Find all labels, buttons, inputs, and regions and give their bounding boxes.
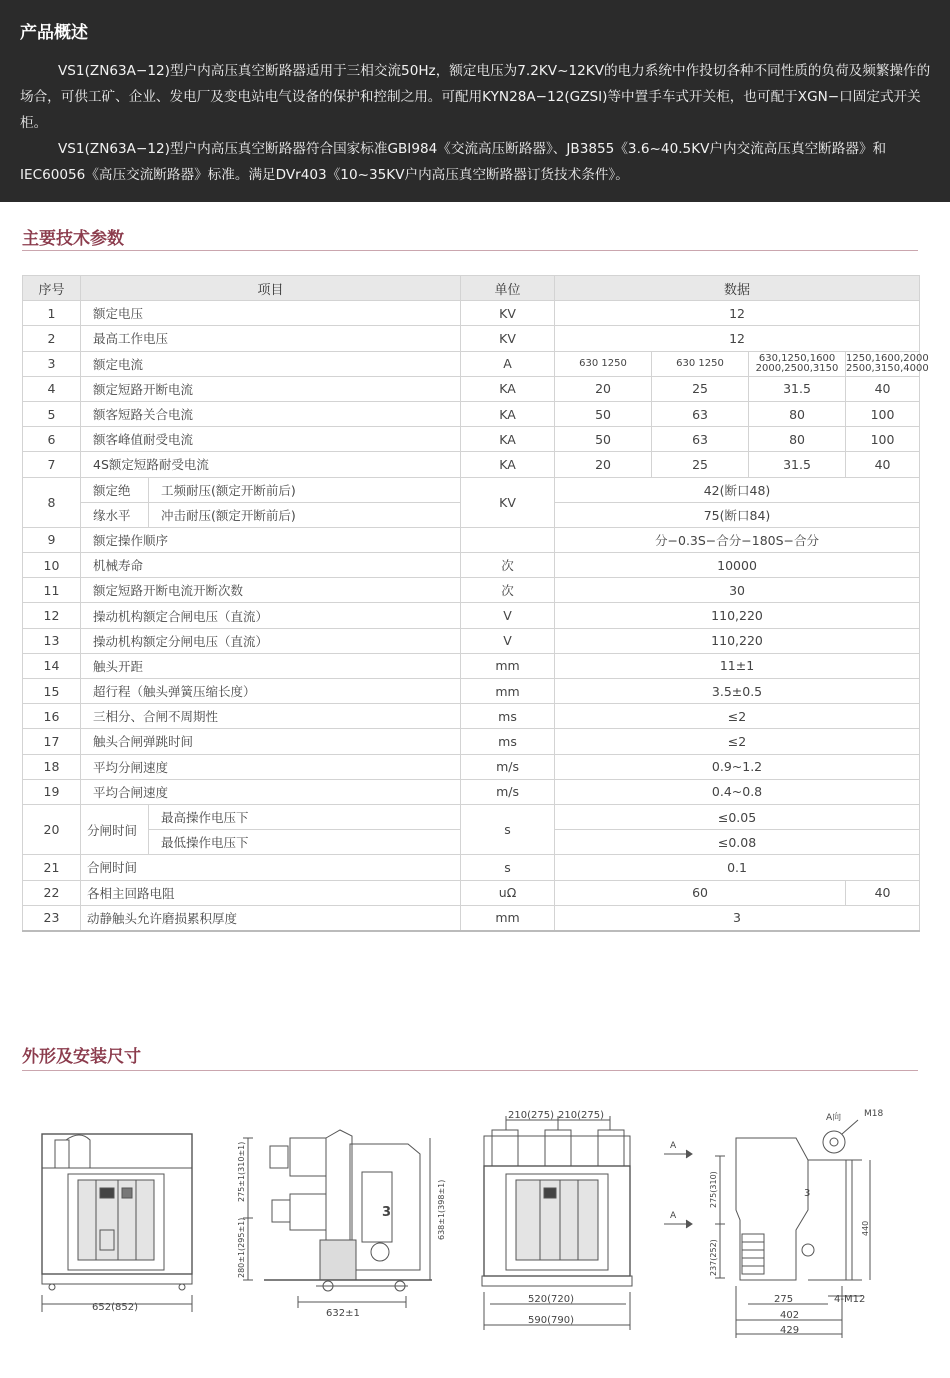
- row-value: ≤2: [555, 704, 920, 729]
- row-value-col1: 630 1250: [555, 351, 652, 376]
- row-value: 110,220: [555, 628, 920, 653]
- row-unit: uΩ: [461, 880, 555, 905]
- row-no: 10: [23, 553, 81, 578]
- side-height-lower-label: 280±1(295±1): [237, 1217, 246, 1278]
- table-row: [23, 880, 920, 905]
- row-unit: 次: [461, 578, 555, 603]
- overview-section: [0, 0, 950, 202]
- row-unit: KV: [461, 326, 555, 351]
- row-item: 机械寿命: [81, 553, 461, 578]
- table-row: [23, 427, 920, 452]
- mech-width-3-label: 429: [780, 1325, 800, 1336]
- row-unit: mm: [461, 679, 555, 704]
- table-row: [23, 376, 920, 401]
- table-header-row: [23, 276, 920, 301]
- arrow-a-upper-label: A: [670, 1141, 677, 1151]
- table-row: [23, 351, 920, 376]
- row-subitem: 最低操作电压下: [149, 830, 461, 855]
- row-item-group: 额定绝: [81, 477, 149, 502]
- row-value: 0.4~0.8: [555, 779, 920, 804]
- table-row: [23, 779, 920, 804]
- view-a-label: A向: [826, 1113, 842, 1123]
- row-value: 11±1: [555, 653, 920, 678]
- table-row: [23, 603, 920, 628]
- table-row: [23, 477, 920, 502]
- overview-title: 产品概述: [20, 23, 88, 43]
- rear-inner-width-label: 520(720): [528, 1294, 574, 1305]
- row-item: 合闸时间: [81, 855, 461, 880]
- params-title: 主要技术参数: [22, 229, 124, 249]
- row-unit: mm: [461, 905, 555, 931]
- row-value-col4: 100: [846, 427, 920, 452]
- row-item: 4S额定短路耐受电流: [81, 452, 461, 477]
- row-no: 18: [23, 754, 81, 779]
- header-data: 数据: [555, 276, 920, 301]
- row-value: 0.9~1.2: [555, 754, 920, 779]
- row-item: 各相主回路电阻: [81, 880, 461, 905]
- row-value: 30: [555, 578, 920, 603]
- mech-width-1-label: 275: [774, 1294, 794, 1305]
- mech-height-lower-label: 237(252): [709, 1239, 718, 1276]
- table-row: [23, 527, 920, 552]
- table-row: [23, 401, 920, 426]
- table-row: [23, 326, 920, 351]
- row-item: 额定操作顺序: [81, 527, 461, 552]
- side-total-height-label: 638±1(398±1): [437, 1179, 446, 1240]
- overview-paragraph-2: VS1(ZN63A−12)型户内高压真空断路器符合国家标准GBI984《交流高压断路器》、JB3855《3.6~40.5KV户内交流高压真空断路器》和IEC60056《高压交流断路器》标准。满足DVr403《10~35KV户内高压真空断路器订货技术条件》。: [20, 141, 887, 183]
- row-value-col2: 25: [652, 376, 749, 401]
- row-value: 75(断口84): [555, 502, 920, 527]
- row-item: 平均合闸速度: [81, 779, 461, 804]
- row-no: 6: [23, 427, 81, 452]
- table-row: [23, 855, 920, 880]
- row-item: 额定短路开断电流: [81, 376, 461, 401]
- row-item-group: 分闸时间: [81, 804, 149, 854]
- row-value-col4: 40: [846, 452, 920, 477]
- row-value-col4: 1250,1600,2000 2500,3150,4000: [846, 351, 920, 376]
- row-value-col1: 20: [555, 452, 652, 477]
- m18-label: M18: [864, 1109, 884, 1119]
- row-unit: A: [461, 351, 555, 376]
- header-item: 项目: [81, 276, 461, 301]
- row-unit: KA: [461, 376, 555, 401]
- mech-width-2-label: 402: [780, 1310, 800, 1321]
- row-value: 3: [555, 905, 920, 931]
- row-value-col3: 31.5: [749, 376, 846, 401]
- dimensions-divider: [22, 1070, 918, 1071]
- row-item: 额定电压: [81, 301, 461, 326]
- row-item: 动静触头允许磨损累积厚度: [81, 905, 461, 931]
- table-row: [23, 905, 920, 931]
- mech-marker-label: 3: [804, 1188, 811, 1199]
- row-no: 16: [23, 704, 81, 729]
- row-subitem: 工频耐压(额定开断前后): [149, 477, 461, 502]
- row-item-group: 缘水平: [81, 502, 149, 527]
- table-row: [23, 653, 920, 678]
- table-row: [23, 301, 920, 326]
- row-unit: KA: [461, 401, 555, 426]
- row-unit: ms: [461, 704, 555, 729]
- row-value: 12: [555, 301, 920, 326]
- table-row: [23, 452, 920, 477]
- row-unit: m/s: [461, 779, 555, 804]
- row-value-col2: 63: [652, 401, 749, 426]
- table-row: [23, 578, 920, 603]
- row-item: 最高工作电压: [81, 326, 461, 351]
- table-row: [23, 628, 920, 653]
- row-value-col3: 80: [749, 427, 846, 452]
- mech-total-height-label: 440: [861, 1220, 870, 1236]
- row-item: 超行程（触头弹簧压缩长度）: [81, 679, 461, 704]
- row-subitem: 冲击耐压(额定开断前后): [149, 502, 461, 527]
- row-value-col2: 63: [652, 427, 749, 452]
- row-no: 14: [23, 653, 81, 678]
- row-item: 平均分闸速度: [81, 754, 461, 779]
- row-no: 23: [23, 905, 81, 931]
- row-unit: KA: [461, 452, 555, 477]
- row-unit: mm: [461, 653, 555, 678]
- row-value-col3: 31.5: [749, 452, 846, 477]
- table-row: [23, 679, 920, 704]
- row-unit: ms: [461, 729, 555, 754]
- rear-top-left-label: 210(275): [508, 1110, 554, 1121]
- row-unit: KA: [461, 427, 555, 452]
- row-value-col1: 60: [555, 880, 846, 905]
- row-value-col1: 20: [555, 376, 652, 401]
- drawings-svg: [0, 1090, 950, 1350]
- row-no: 1: [23, 301, 81, 326]
- header-no: 序号: [23, 276, 81, 301]
- row-value: ≤0.08: [555, 830, 920, 855]
- mechanism-view-drawing: [664, 1120, 870, 1338]
- row-no: 21: [23, 855, 81, 880]
- row-value: ≤2: [555, 729, 920, 754]
- row-no: 22: [23, 880, 81, 905]
- bolt-label: 4-M12: [834, 1294, 866, 1305]
- rear-outer-width-label: 590(790): [528, 1315, 574, 1326]
- row-value: 分−0.3S−合分−180S−合分: [555, 527, 920, 552]
- row-no: 12: [23, 603, 81, 628]
- mech-height-upper-label: 275(310): [709, 1171, 718, 1208]
- row-no: 9: [23, 527, 81, 552]
- row-unit: s: [461, 855, 555, 880]
- dimensions-title: 外形及安装尺寸: [22, 1047, 141, 1067]
- row-value: 110,220: [555, 603, 920, 628]
- side-height-upper-label: 275±1(310±1): [237, 1141, 246, 1202]
- row-no: 19: [23, 779, 81, 804]
- front-width-label: 652(852): [92, 1302, 138, 1313]
- row-item: 额定短路开断电流开断次数: [81, 578, 461, 603]
- row-item: 额客峰值耐受电流: [81, 427, 461, 452]
- row-value-col4: 40: [846, 376, 920, 401]
- row-unit: KV: [461, 477, 555, 527]
- side-marker-label: 3: [382, 1205, 392, 1220]
- dimension-drawings: [0, 1090, 950, 1350]
- row-item: 触头合闸弹跳时间: [81, 729, 461, 754]
- row-no: 17: [23, 729, 81, 754]
- row-value-col1: 50: [555, 401, 652, 426]
- row-value-col1: 50: [555, 427, 652, 452]
- row-value: 0.1: [555, 855, 920, 880]
- row-unit: [461, 527, 555, 552]
- row-value-col3: 630,1250,1600 2000,2500,3150: [749, 351, 846, 376]
- row-no: 15: [23, 679, 81, 704]
- row-value-col2: 630 1250: [652, 351, 749, 376]
- row-unit: KV: [461, 301, 555, 326]
- row-no: 5: [23, 401, 81, 426]
- row-no: 4: [23, 376, 81, 401]
- table-row: [23, 553, 920, 578]
- rear-top-right-label: 210(275): [558, 1110, 604, 1121]
- row-unit: V: [461, 603, 555, 628]
- table-row: [23, 754, 920, 779]
- row-subitem: 最高操作电压下: [149, 804, 461, 829]
- side-view-drawing: [243, 1130, 432, 1308]
- row-unit: s: [461, 804, 555, 854]
- arrow-a-lower-label: A: [670, 1211, 677, 1221]
- row-unit: 次: [461, 553, 555, 578]
- table-row: [23, 704, 920, 729]
- row-unit: V: [461, 628, 555, 653]
- row-item: 额客短路关合电流: [81, 401, 461, 426]
- row-no: 7: [23, 452, 81, 477]
- params-divider: [22, 250, 918, 251]
- overview-paragraph-1: VS1(ZN63A−12)型户内高压真空断路器适用于三相交流50Hz，额定电压为7.2KV~12KV的电力系统中作投切各种不同性质的负荷及频繁操作的场合，可供工矿、企业、发电厂及变电站电气设备的保护和控制之用。可配用KYN28A−12(GZSI)等中置手车式开关柜，也可配于XGN−口固定式开关柜。: [20, 63, 931, 131]
- row-item: 三相分、合闸不周期性: [81, 704, 461, 729]
- row-value: 3.5±0.5: [555, 679, 920, 704]
- row-value: 42(断口48): [555, 477, 920, 502]
- front-view-drawing: [42, 1134, 192, 1312]
- row-no: 20: [23, 804, 81, 854]
- row-value: ≤0.05: [555, 804, 920, 829]
- row-no: 3: [23, 351, 81, 376]
- row-unit: m/s: [461, 754, 555, 779]
- row-no: 13: [23, 628, 81, 653]
- table-row: [23, 729, 920, 754]
- row-value-col3: 80: [749, 401, 846, 426]
- row-value: 10000: [555, 553, 920, 578]
- row-item: 操动机构额定分闸电压（直流）: [81, 628, 461, 653]
- row-value-col2: 25: [652, 452, 749, 477]
- row-item: 操动机构额定合闸电压（直流）: [81, 603, 461, 628]
- params-table: [22, 275, 929, 932]
- row-value: 12: [555, 326, 920, 351]
- row-no: 8: [23, 477, 81, 527]
- header-unit: 单位: [461, 276, 555, 301]
- row-item: 触头开距: [81, 653, 461, 678]
- side-width-label: 632±1: [326, 1308, 360, 1319]
- row-no: 11: [23, 578, 81, 603]
- row-no: 2: [23, 326, 81, 351]
- table-row: [23, 804, 920, 829]
- row-value-col2: 40: [846, 880, 920, 905]
- row-value-col4: 100: [846, 401, 920, 426]
- row-item: 额定电流: [81, 351, 461, 376]
